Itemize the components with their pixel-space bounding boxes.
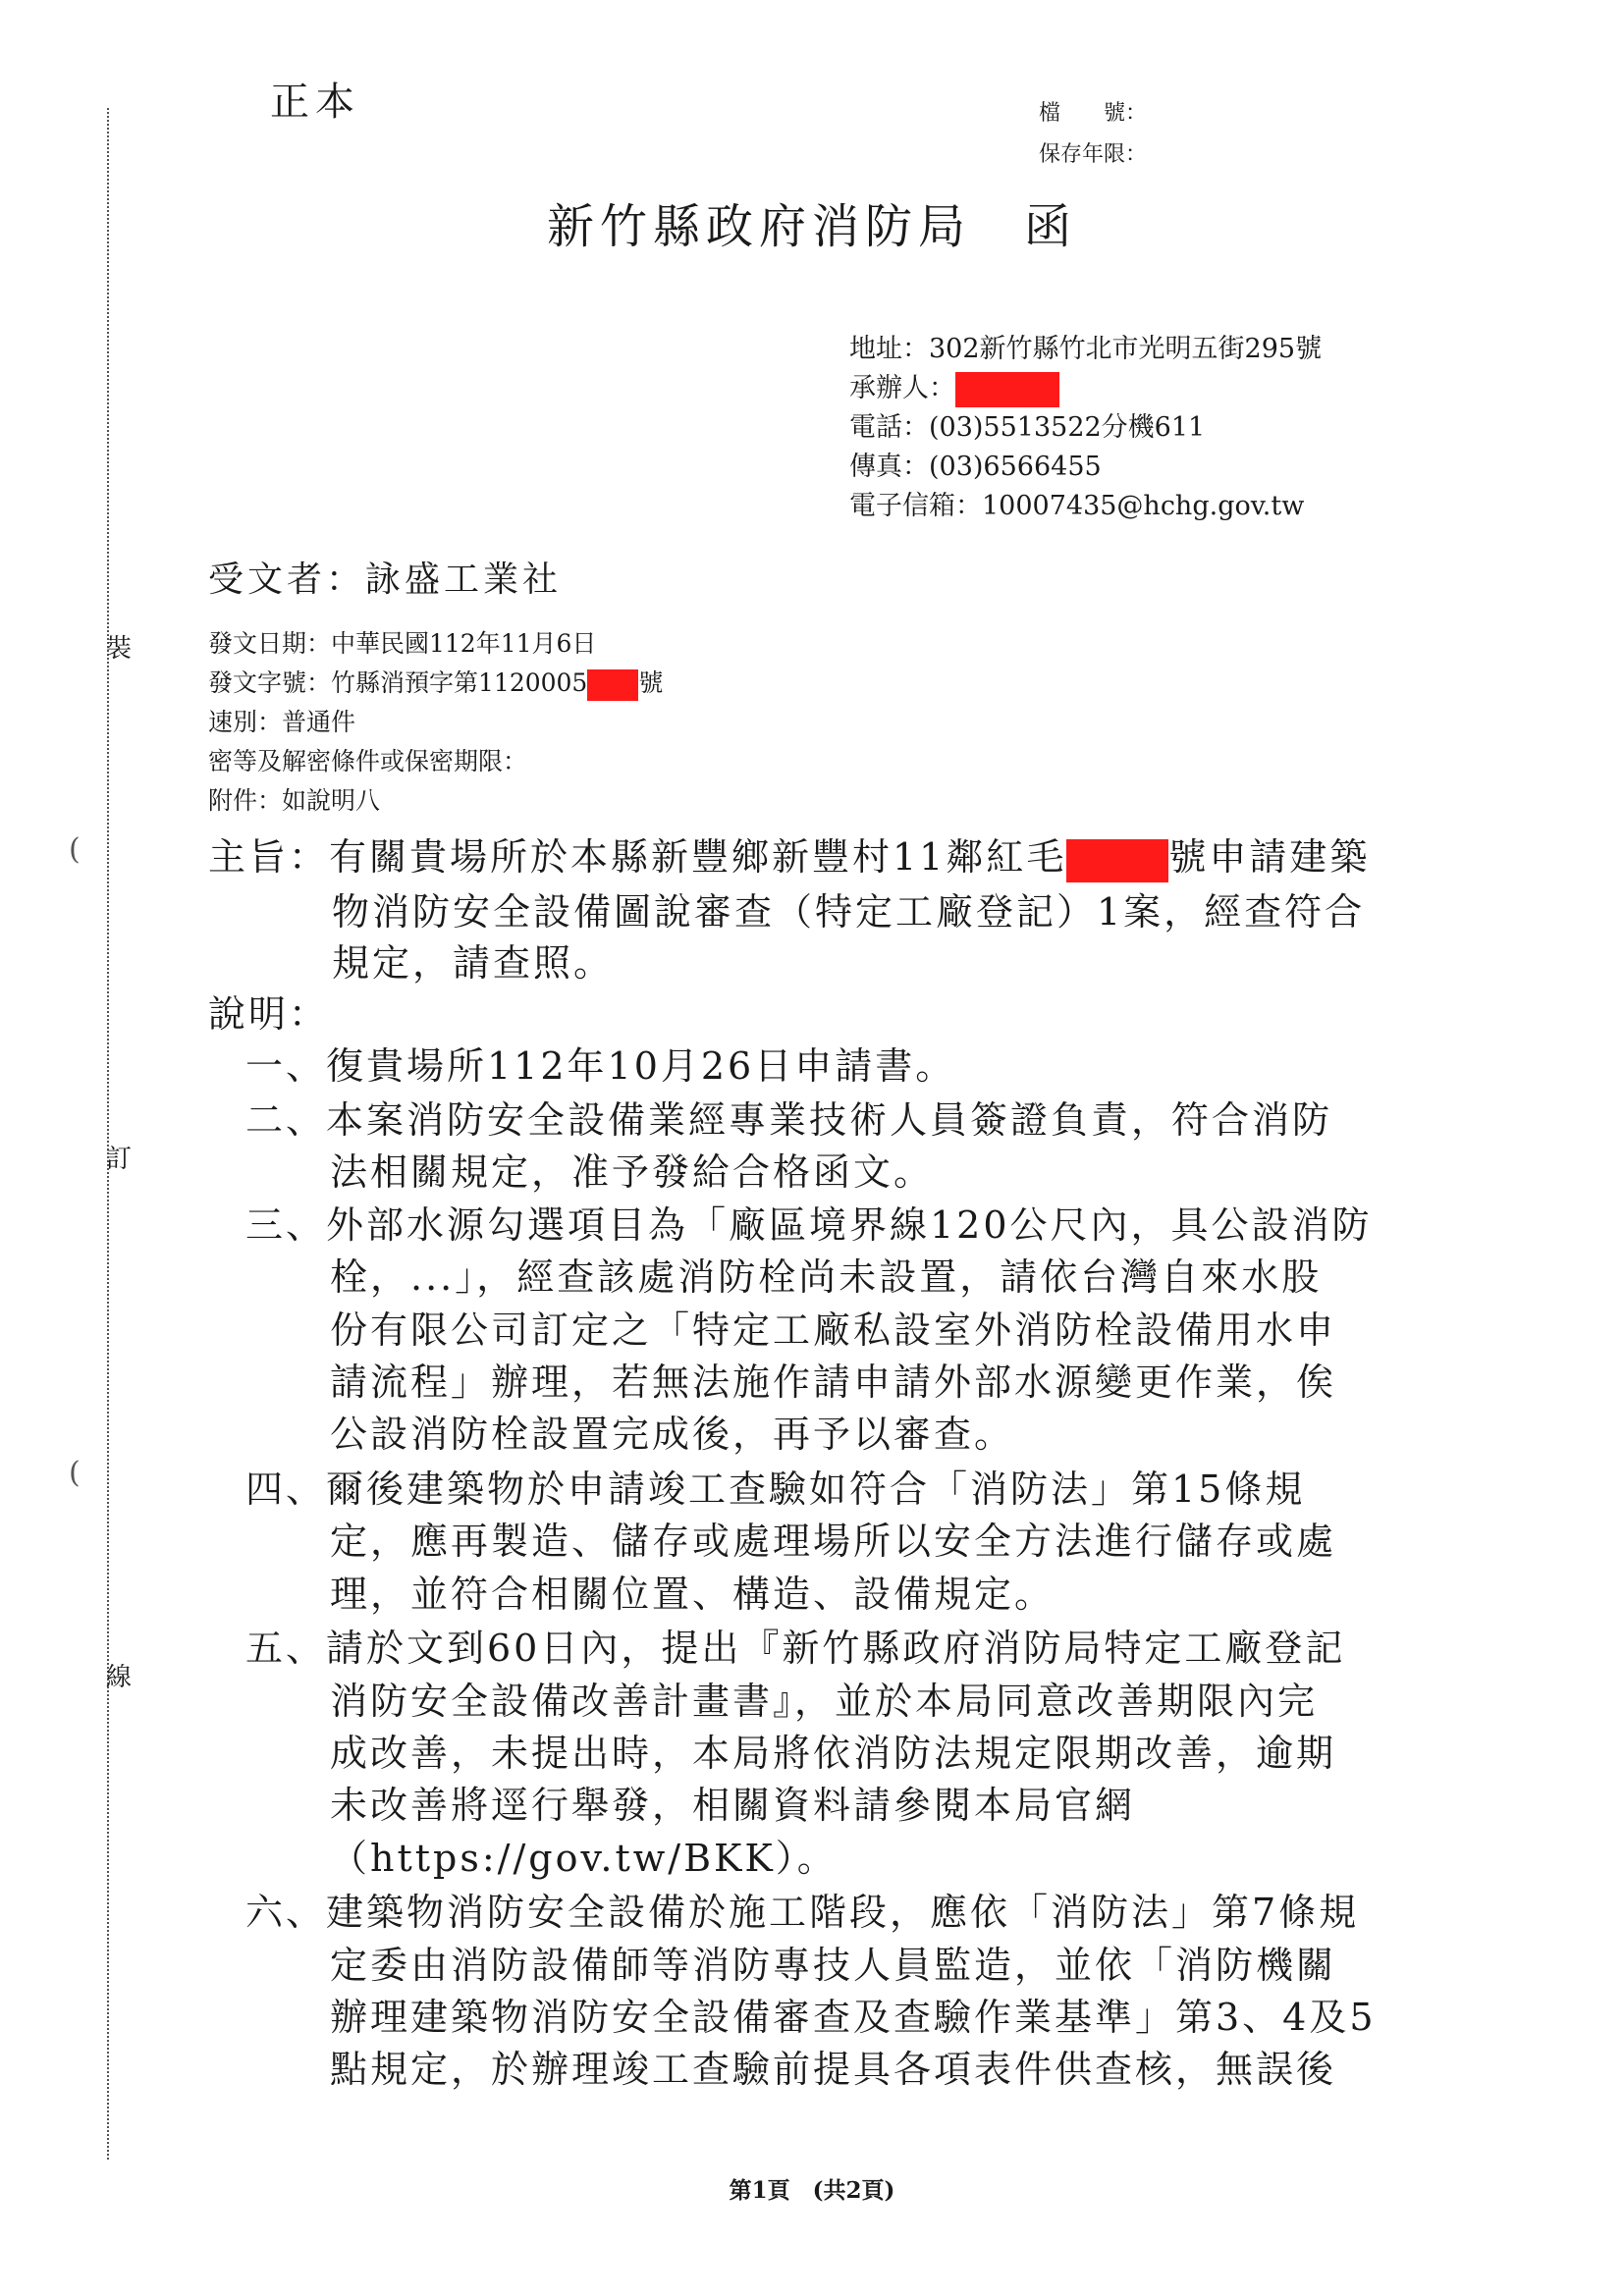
issue-date: 發文日期：中華民國112年11月6日: [208, 629, 597, 658]
fax: 傳真：(03)6566455: [849, 452, 1102, 482]
item-line: 二、本案消防安全設備業經專業技術人員簽證負責，符合消防: [245, 1098, 1333, 1142]
secrecy-level: 密等及解密條件或保密期限：: [208, 747, 528, 775]
item-line: 請流程」辦理，若無法施作請申請外部水源變更作業，俟: [330, 1361, 1337, 1404]
item-line: 三、外部水源勾選項目為「廠區境界線120公尺內，具公設消防: [245, 1203, 1373, 1247]
item-line: 未改善將逕行舉發，相關資料請參閱本局官網: [330, 1784, 1136, 1827]
document-number: [208, 664, 663, 703]
document-title: 新竹縣政府消防局 函: [546, 199, 1077, 254]
item-line: 理，並符合相關位置、構造、設備規定。: [330, 1573, 1056, 1616]
binding-mark-zhuang: 裝: [106, 634, 133, 664]
original-copy-stamp: 正本: [270, 80, 360, 125]
binding-line: [107, 108, 109, 2160]
item-line: 份有限公司訂定之「特定工廠私設室外消防栓設備用水申: [330, 1308, 1337, 1352]
subject-line: 物消防安全設備圖說審查（特定工廠登記）1案，經查符合: [332, 890, 1366, 934]
binding-mark-xian: 線: [106, 1663, 133, 1692]
file-number-label: 檔 號：: [1039, 101, 1148, 126]
redaction: [955, 372, 1059, 407]
address: 地址：302新竹縣竹北市光明五街295號: [849, 334, 1323, 364]
speed-class: 速別：普通件: [208, 708, 356, 736]
item-line: 定委由消防設備師等消防專技人員監造，並依「消防機關: [330, 1944, 1337, 1987]
email: 電子信箱：10007435@hchg.gov.tw: [849, 491, 1305, 521]
item-line: 公設消防栓設置完成後，再予以審查。: [330, 1413, 1015, 1456]
recipient: 受文者：詠盛工業社: [208, 560, 563, 600]
handler-label: 承辦人：: [849, 373, 955, 403]
contact-block: [849, 330, 1322, 526]
redaction: [1066, 839, 1168, 882]
binding-paren: (: [69, 1456, 81, 1490]
item-line: 定，應再製造、儲存或處理場所以安全方法進行儲存或處: [330, 1520, 1337, 1563]
meta-block: [208, 624, 663, 821]
retention-period-label: 保存年限：: [1039, 142, 1148, 167]
item-line: 四、爾後建築物於申請竣工查驗如符合「消防法」第15條規: [245, 1468, 1306, 1511]
redaction: [587, 669, 638, 701]
item-line: 栓，...」，經查該處消防栓尚未設置，請依台灣自來水股: [330, 1255, 1323, 1299]
item-line: 消防安全設備改善計畫書』，並於本局同意改善期限內完: [330, 1680, 1319, 1723]
document-number-prefix: 發文字號：竹縣消預字第1120005: [208, 668, 588, 697]
subject-line: [208, 827, 1370, 882]
binding-paren: (: [69, 832, 81, 867]
item-line: 成改善，未提出時，本局將依消防法規定限期改善，逾期: [330, 1732, 1337, 1775]
item-line: 一、復貴場所112年10月26日申請書。: [245, 1044, 956, 1088]
item-line: 法相關規定，准予發給合格函文。: [330, 1150, 935, 1194]
item-line: 六、建築物消防安全設備於施工階段，應依「消防法」第7條規: [245, 1891, 1360, 1934]
item-line: 辦理建築物消防安全設備審查及查驗作業基準」第3、4及5: [330, 1996, 1377, 2039]
handler: [849, 369, 1322, 408]
subject-text: 主旨：有關貴場所於本縣新豐鄉新豐村11鄰紅毛: [208, 835, 1067, 879]
item-line: 點規定，於辦理竣工查驗前提具各項表件供查核，無誤後: [330, 2048, 1337, 2091]
document-number-suffix: 號: [638, 668, 664, 697]
item-line: （https://gov.tw/BKK）。: [330, 1837, 838, 1880]
item-line: 五、請於文到60日內，提出『新竹縣政府消防局特定工廠登記: [245, 1627, 1346, 1670]
page-number: 第1頁 (共2頁): [729, 2177, 895, 2204]
phone: 電話：(03)5513522分機611: [849, 412, 1206, 443]
subject-text: 號申請建築: [1168, 835, 1371, 879]
binding-mark-ding: 訂: [106, 1145, 133, 1174]
subject-line: 規定，請查照。: [332, 941, 615, 985]
attachment: 附件：如說明八: [208, 786, 381, 815]
explanation-label: 說明：: [208, 992, 330, 1036]
